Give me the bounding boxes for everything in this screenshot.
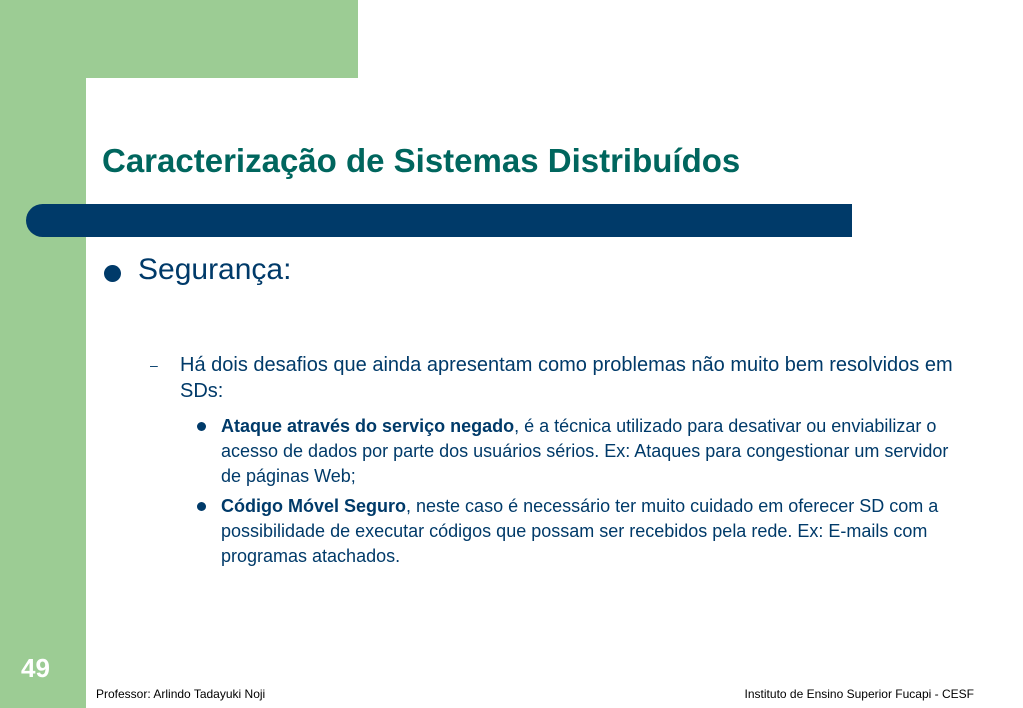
bullet-level2-text: Há dois desafios que ainda apresentam como problemas não muito bem resolvidos em SDs:	[180, 354, 953, 402]
bullet-dot-icon	[197, 422, 206, 431]
slide-number: 49	[21, 653, 50, 683]
bullet-level3-text	[221, 494, 951, 569]
top-green-band	[0, 0, 358, 78]
slide-title: Caracterização de Sistemas Distribuídos	[102, 142, 741, 179]
bullet-level1-text: Segurança:	[138, 253, 292, 286]
bullet-level3-bold: Ataque através do serviço negado	[221, 416, 515, 436]
footer-institution: Instituto de Ensino Superior Fucapi - CESF	[744, 687, 974, 701]
left-green-band	[0, 0, 86, 708]
bullet-dot-icon	[104, 265, 121, 282]
bullet-level3-rest: , neste caso é necessário ter muito cuidado em oferecer SD com a possibilidade de executar códigos que possam ser recebidos pela rede. Ex: E-mails com programas atachados.	[221, 496, 939, 566]
title-underline-bar	[26, 204, 852, 237]
bullet-level3-text	[221, 414, 951, 489]
footer-author: Professor: Arlindo Tadayuki Noji	[96, 687, 266, 701]
bullet-dot-icon	[197, 502, 206, 511]
dash-icon: –	[150, 357, 158, 373]
bullet-level3-rest: , é a técnica utilizado para desativar ou enviabilizar o acesso de dados por parte dos usuários sérios. Ex: Ataques para congestionar um servidor de páginas Web;	[221, 416, 949, 486]
bullet-level3-bold: Código Móvel Seguro	[221, 496, 407, 516]
